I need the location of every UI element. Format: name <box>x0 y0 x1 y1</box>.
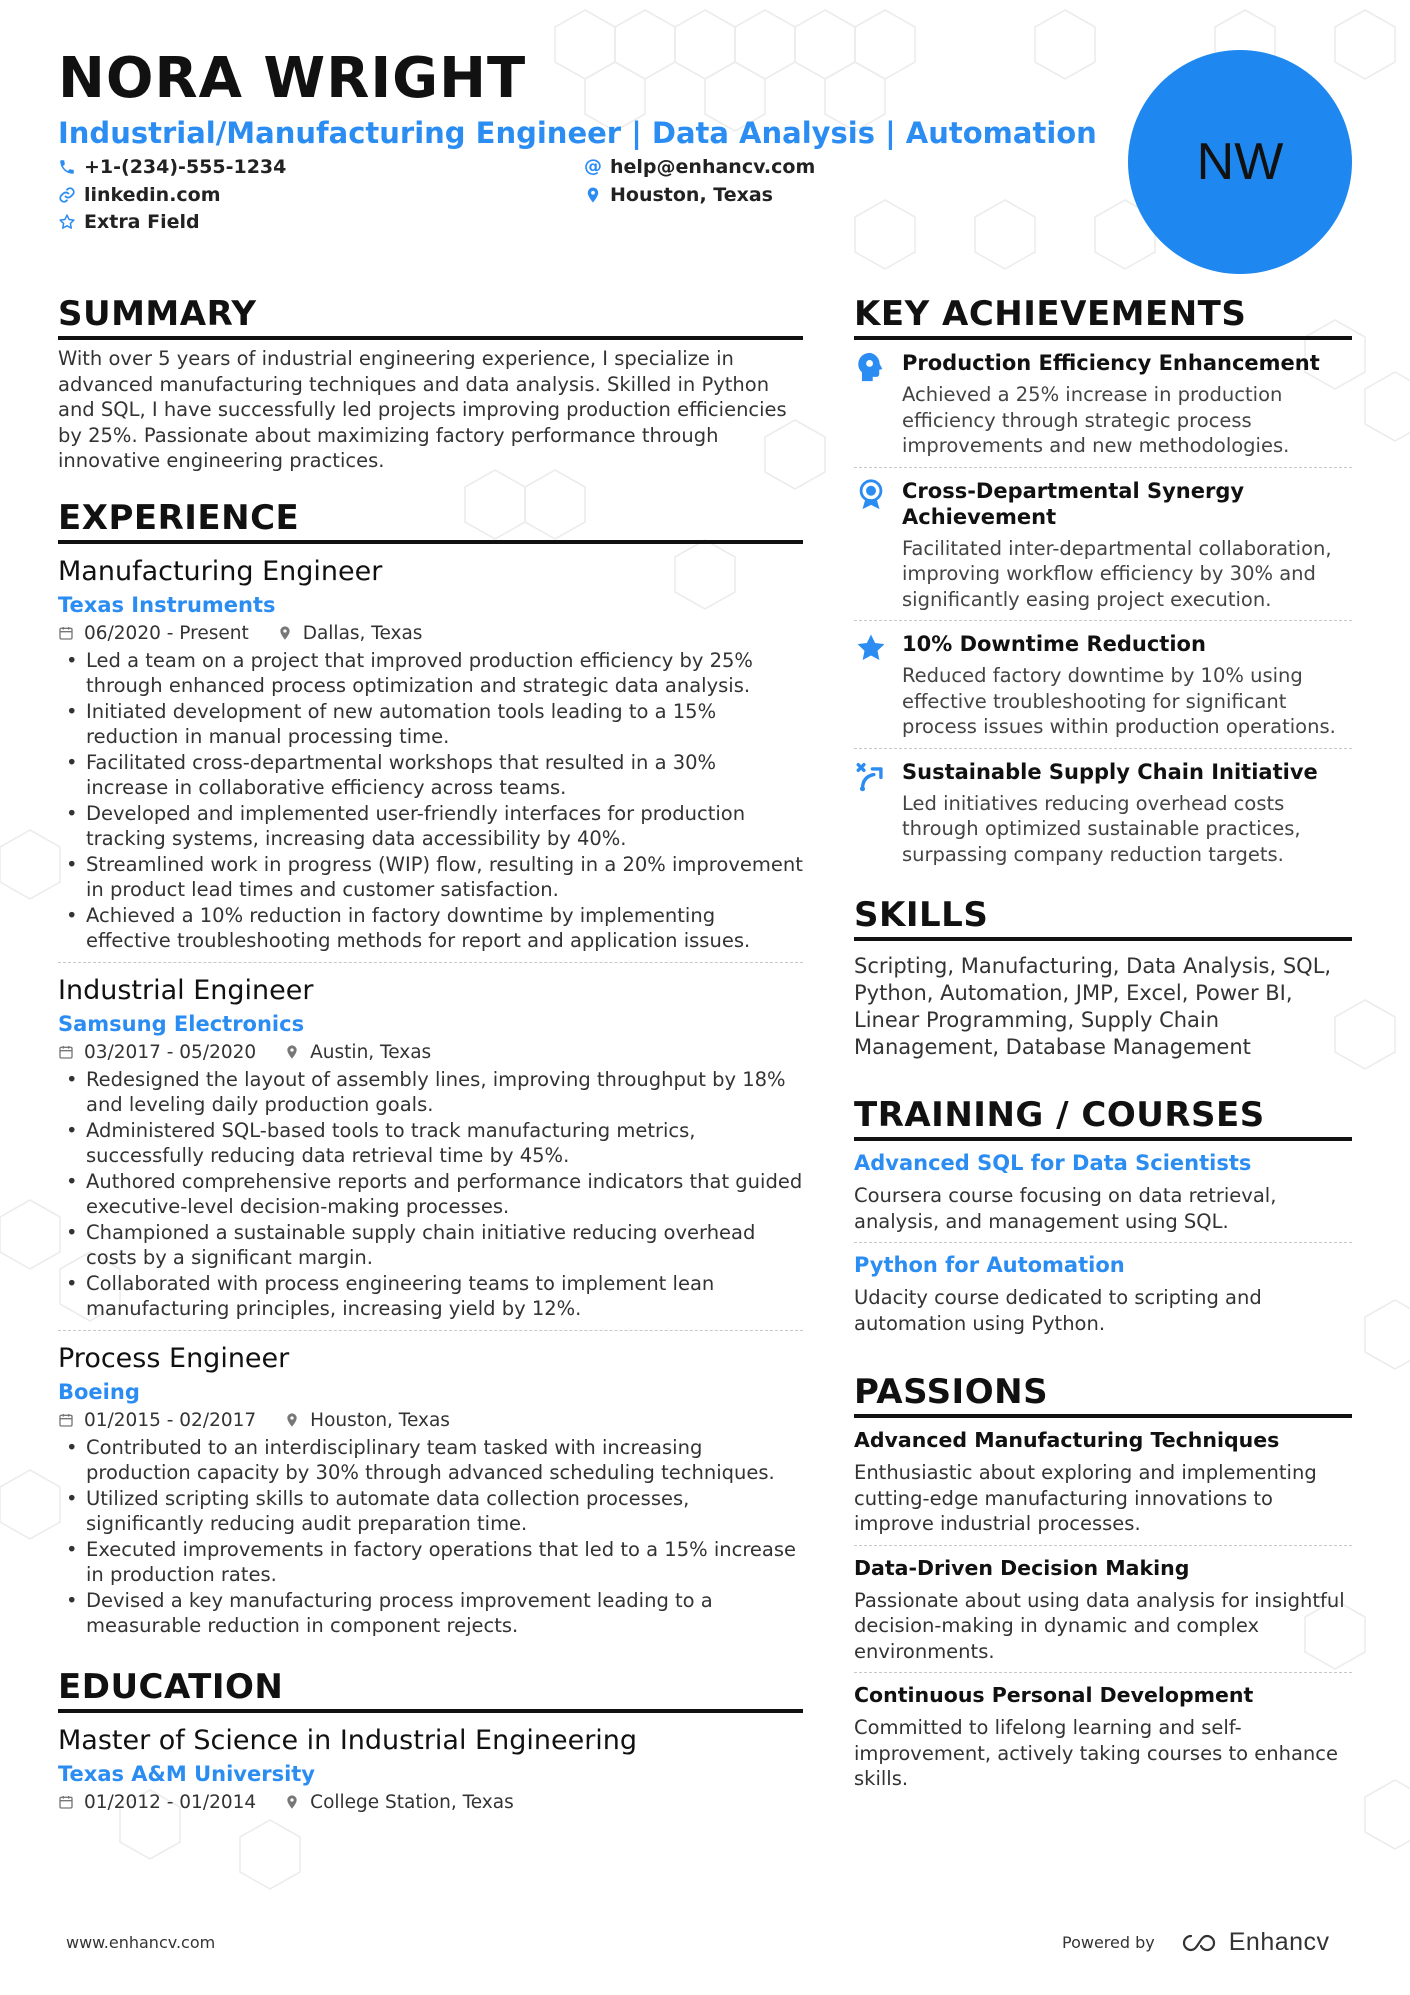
bullet-item: • Led a team on a project that improved production efficiency by 25% through enhanced process optimization and strategic data analysis. <box>58 648 803 699</box>
job-location: Dallas, Texas <box>302 622 423 644</box>
company-name: Boeing <box>58 1379 140 1404</box>
experience-entry <box>58 975 803 1331</box>
job-title: Manufacturing Engineer <box>58 555 383 587</box>
course-title: Advanced SQL for Data Scientists <box>854 1151 1252 1175</box>
passion-title: Continuous Personal Development <box>854 1683 1254 1707</box>
star-icon <box>854 631 888 665</box>
bullet-item: • Achieved a 10% reduction in factory downtime by implementing effective troubleshooting methods for report and application issues. <box>58 903 803 954</box>
location-pin-icon <box>584 186 602 204</box>
achievements-section <box>854 294 1352 875</box>
achievement-item <box>854 468 1352 622</box>
left-column <box>58 294 803 1813</box>
job-title: Industrial Engineer <box>58 974 314 1006</box>
education-location: College Station, Texas <box>310 1791 514 1813</box>
bullet-item: • Collaborated with process engineering teams to implement lean manufacturing principles, increasing yield by 12%. <box>58 1271 803 1322</box>
achievement-desc: Facilitated inter-departmental collaboration, improving workflow efficiency by 30% and significantly easing project execution. <box>902 536 1332 611</box>
skills-section <box>854 895 1352 1061</box>
education-meta <box>58 1792 803 1813</box>
email-text: help@enhancv.com <box>610 156 816 178</box>
achievement-desc: Led initiatives reducing overhead costs through optimized sustainable practices, surpassing company reduction targets. <box>902 791 1301 866</box>
course-title: Python for Automation <box>854 1253 1125 1277</box>
job-meta <box>58 1410 803 1431</box>
location-pin-icon <box>284 1794 300 1810</box>
summary-heading: SUMMARY <box>58 294 803 340</box>
passion-desc: Enthusiastic about exploring and implementing cutting-edge manufacturing innovations to improve industrial processes. <box>854 1461 1317 1535</box>
courses-section <box>854 1095 1352 1336</box>
bullet-item: • Championed a sustainable supply chain initiative reducing overhead costs by a significant margin. <box>58 1220 803 1271</box>
job-location: Austin, Texas <box>310 1041 432 1063</box>
link-icon <box>58 186 76 204</box>
star-outline-icon <box>58 213 76 231</box>
extra-field-contact <box>58 211 200 233</box>
skills-heading: SKILLS <box>854 895 1352 941</box>
company-name: Texas Instruments <box>58 592 276 617</box>
job-dates: 03/2017 - 05/2020 <box>84 1041 257 1063</box>
job-bullets <box>58 1435 803 1639</box>
calendar-icon <box>58 1044 74 1060</box>
achievement-title: Production Efficiency Enhancement <box>902 351 1320 375</box>
summary-text: With over 5 years of industrial engineering experience, I specialize in advanced manufacturing techniques and data analysis. Skilled in Python and SQL, I have successfully led projects improving production efficiencies by 25%. Passionate about maximizing factory performance through innovative engineering practices. <box>58 347 787 472</box>
extra-field-text: Extra Field <box>84 211 200 233</box>
achievement-title: Cross-Departmental Synergy Achievement <box>902 478 1245 529</box>
passion-item <box>854 1683 1352 1792</box>
bullet-item: • Utilized scripting skills to automate data collection processes, significantly reducing audit preparation time. <box>58 1486 803 1537</box>
calendar-icon <box>58 625 74 641</box>
right-column <box>854 294 1352 1792</box>
achievement-title: Sustainable Supply Chain Initiative <box>902 759 1318 784</box>
achievement-item <box>854 340 1352 468</box>
avatar <box>1128 50 1352 274</box>
at-icon: @ <box>584 156 602 177</box>
bullet-item: • Executed improvements in factory operations that led to a 15% increase in production rates. <box>58 1537 803 1588</box>
location-contact <box>584 184 773 206</box>
phone-contact[interactable] <box>58 156 286 178</box>
powered-by-label: Powered by <box>1062 1933 1155 1952</box>
bullet-item: • Facilitated cross-departmental workshops that resulted in a 30% increase in collaborative efficiency across teams. <box>58 750 803 801</box>
passion-desc: Committed to lifelong learning and self-improvement, actively taking courses to enhance skills. <box>854 1716 1338 1790</box>
passion-title: Data-Driven Decision Making <box>854 1555 1190 1580</box>
education-section <box>58 1667 803 1813</box>
phone-icon <box>58 158 76 176</box>
achievement-desc: Reduced factory downtime by 10% using effective troubleshooting for significant process issues within production operations. <box>902 664 1336 738</box>
job-bullets <box>58 648 803 954</box>
passion-desc: Passionate about using data analysis for insightful decision-making in dynamic and complex environments. <box>854 1588 1345 1663</box>
school-name: Texas A&M University <box>58 1761 315 1786</box>
bullet-item: • Contributed to an interdisciplinary team tasked with increasing production capacity by 30% through advanced scheduling techniques. <box>58 1435 803 1486</box>
brain-head-icon <box>854 350 888 384</box>
achievements-heading: KEY ACHIEVEMENTS <box>854 294 1352 340</box>
passion-item <box>854 1428 1352 1546</box>
course-desc: Coursera course focusing on data retrieval, analysis, and management using SQL. <box>854 1184 1277 1233</box>
bullet-item: • Developed and implemented user-friendly interfaces for production tracking systems, increasing data accessibility by 40%. <box>58 801 803 852</box>
passion-item <box>854 1556 1352 1674</box>
job-meta <box>58 623 803 644</box>
passions-section <box>854 1372 1352 1792</box>
experience-entry <box>58 1343 803 1639</box>
route-icon <box>854 759 888 793</box>
passions-heading: PASSIONS <box>854 1372 1352 1418</box>
bullet-item: • Authored comprehensive reports and performance indicators that guided executive-level decision-making processes. <box>58 1169 803 1220</box>
bullet-item: • Initiated development of new automation tools leading to a 15% reduction in manual processing time. <box>58 699 803 750</box>
linkedin-text: linkedin.com <box>84 184 221 206</box>
bullet-item: • Administered SQL-based tools to track manufacturing metrics, successfully reducing data retrieval time by 45%. <box>58 1118 803 1169</box>
location-pin-icon <box>284 1412 300 1428</box>
summary-section <box>58 294 803 474</box>
achievement-item <box>854 621 1352 749</box>
degree-title: Master of Science in Industrial Engineering <box>58 1724 638 1756</box>
location-text: Houston, Texas <box>610 184 773 206</box>
headline: Industrial/Manufacturing Engineer | Data Analysis | Automation <box>58 116 1097 150</box>
education-dates: 01/2012 - 01/2014 <box>84 1791 257 1813</box>
linkedin-contact[interactable] <box>58 184 221 206</box>
achievement-item <box>854 749 1352 876</box>
skills-list: Scripting, Manufacturing, Data Analysis, SQL, Python, Automation, JMP, Excel, Power BI, Linear Programming, Supply Chain Management, Database Management <box>854 954 1332 1059</box>
bullet-item: • Streamlined work in progress (WIP) flow, resulting in a 20% improvement in product lead times and customer satisfaction. <box>58 852 803 903</box>
avatar-initials: NW <box>1196 133 1284 191</box>
job-meta <box>58 1042 803 1063</box>
job-dates: 01/2015 - 02/2017 <box>84 1409 257 1431</box>
course-desc: Udacity course dedicated to scripting and automation using Python. <box>854 1286 1262 1335</box>
achievement-desc: Achieved a 25% increase in production efficiency through strategic process improvements and new methodologies. <box>902 383 1290 457</box>
phone-text: +1-(234)-555-1234 <box>84 156 287 178</box>
course-item <box>854 1253 1352 1336</box>
enhancv-logo-icon <box>1177 1932 1221 1954</box>
location-pin-icon <box>277 625 293 641</box>
brand-name: Enhancv <box>1228 1928 1330 1956</box>
company-name: Samsung Electronics <box>58 1011 305 1036</box>
calendar-icon <box>58 1794 74 1810</box>
experience-heading: EXPERIENCE <box>58 498 803 544</box>
passion-title: Advanced Manufacturing Techniques <box>854 1428 1280 1452</box>
footer-website-link[interactable]: www.enhancv.com <box>66 1933 216 1952</box>
job-location: Houston, Texas <box>310 1409 450 1431</box>
courses-heading: TRAINING / COURSES <box>854 1095 1352 1141</box>
job-title: Process Engineer <box>58 1342 290 1374</box>
footer-branding[interactable] <box>1062 1928 1330 1957</box>
experience-section <box>58 498 803 1639</box>
achievement-title: 10% Downtime Reduction <box>902 632 1206 656</box>
bullet-item: • Redesigned the layout of assembly lines, improving throughput by 18% and leveling daily production goals. <box>58 1067 803 1118</box>
location-pin-icon <box>284 1044 300 1060</box>
job-dates: 06/2020 - Present <box>84 622 249 644</box>
candidate-name: NORA WRIGHT <box>58 46 527 111</box>
email-contact[interactable] <box>584 156 815 178</box>
course-item <box>854 1151 1352 1243</box>
education-heading: EDUCATION <box>58 1667 803 1713</box>
bullet-item: • Devised a key manufacturing process improvement leading to a measurable reduction in component rejects. <box>58 1588 803 1639</box>
experience-entry <box>58 556 803 963</box>
calendar-icon <box>58 1412 74 1428</box>
award-ribbon-icon <box>854 478 888 512</box>
job-bullets <box>58 1067 803 1322</box>
